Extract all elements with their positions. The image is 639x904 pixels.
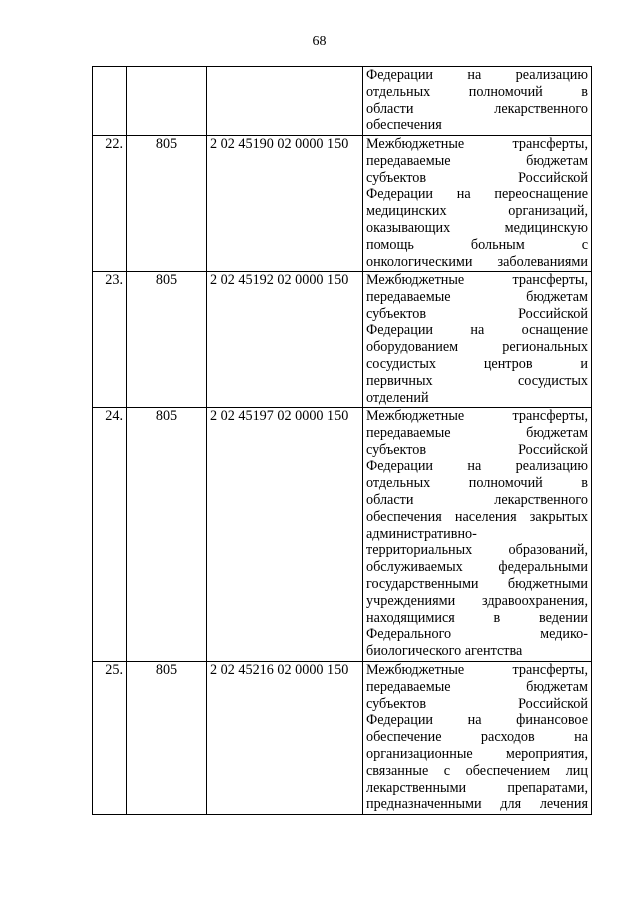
administrator-code-cell: 805 (127, 136, 207, 272)
revenue-name-line: связанные с обеспечением лиц (366, 762, 588, 779)
revenue-name-line: субъектов Российской (366, 305, 588, 322)
budget-codes-table (92, 66, 592, 815)
revenue-name-line: онкологическими заболеваниями (366, 253, 588, 270)
revenue-name-line: Федерации на оснащение (366, 322, 588, 339)
revenue-name-line: оказывающих медицинскую (366, 219, 588, 236)
revenue-name-line: находящимися в ведении (366, 609, 588, 626)
revenue-name-line: передаваемые бюджетам (366, 152, 588, 169)
revenue-name-line: области лекарственного (366, 100, 588, 117)
revenue-name-line: обслуживаемых федеральными (366, 559, 588, 576)
revenue-name-line: медицинских организаций, (366, 203, 588, 220)
revenue-name-line: Федерального медико- (366, 626, 588, 643)
administrator-code-cell: 805 (127, 662, 207, 815)
revenue-name-line: Межбюджетные трансферты, (366, 662, 588, 678)
administrator-code-cell: 805 (127, 272, 207, 408)
administrator-code-cell: 805 (127, 408, 207, 662)
budget-classification-code-cell: 2 02 45190 02 0000 150 (207, 136, 363, 272)
revenue-name-line: Федерации на переоснащение (366, 186, 588, 203)
row-number-cell: 24. (93, 408, 127, 662)
revenue-name-line: учреждениями здравоохранения, (366, 592, 588, 609)
revenue-name-line: Межбюджетные трансферты, (366, 272, 588, 288)
revenue-name-line: области лекарственного (366, 491, 588, 508)
revenue-name-line: обеспечения населения закрытых (366, 508, 588, 525)
revenue-name-line: Межбюджетные трансферты, (366, 136, 588, 152)
revenue-name-line: помощь больным с (366, 236, 588, 253)
revenue-name-line: передаваемые бюджетам (366, 288, 588, 305)
revenue-name-line: Межбюджетные трансферты, (366, 408, 588, 424)
revenue-name-line: субъектов Российской (366, 169, 588, 186)
revenue-name-cell (363, 136, 592, 272)
revenue-name-line: Федерации на финансовое (366, 712, 588, 729)
table-row (93, 272, 592, 408)
budget-classification-code-cell (207, 67, 363, 136)
revenue-name-line: первичных сосудистых (366, 372, 588, 389)
table-row (93, 67, 592, 136)
revenue-name-line: административно- (366, 525, 477, 542)
revenue-name-cell (363, 67, 592, 136)
revenue-name-cell (363, 408, 592, 662)
administrator-code-cell (127, 67, 207, 136)
revenue-name-line: организационные мероприятия, (366, 745, 588, 762)
row-number-cell: 25. (93, 662, 127, 815)
revenue-name-line: передаваемые бюджетам (366, 424, 588, 441)
budget-classification-code-cell: 2 02 45192 02 0000 150 (207, 272, 363, 408)
revenue-name-line: обеспечение расходов на (366, 729, 588, 746)
revenue-name-line: биологического агентства (366, 643, 523, 660)
page-number: 68 (312, 34, 327, 49)
table-row (93, 136, 592, 272)
revenue-name-line: передаваемые бюджетам (366, 678, 588, 695)
budget-classification-code-cell: 2 02 45216 02 0000 150 (207, 662, 363, 815)
revenue-name-line: Федерации на реализацию (366, 458, 588, 475)
revenue-name-line: отдельных полномочий в (366, 475, 588, 492)
revenue-name-line: отделений (366, 389, 429, 406)
revenue-name-line: предназначенными для лечения (366, 796, 588, 813)
revenue-name-cell (363, 662, 592, 815)
table-row (93, 408, 592, 662)
row-number-cell: 22. (93, 136, 127, 272)
revenue-name-line: государственными бюджетными (366, 575, 588, 592)
revenue-name-line: субъектов Российской (366, 695, 588, 712)
table-body (93, 67, 592, 815)
budget-classification-code-cell: 2 02 45197 02 0000 150 (207, 408, 363, 662)
row-number-cell: 23. (93, 272, 127, 408)
row-number-cell (93, 67, 127, 136)
revenue-name-line: лекарственными препаратами, (366, 779, 588, 796)
table-row (93, 662, 592, 815)
revenue-name-line: сосудистых центров и (366, 355, 588, 372)
revenue-name-line: Федерации на реализацию (366, 67, 588, 83)
revenue-name-line: обеспечения (366, 117, 442, 134)
revenue-name-line: оборудованием региональных (366, 339, 588, 356)
revenue-name-line: отдельных полномочий в (366, 83, 588, 100)
revenue-name-line: территориальных образований, (366, 542, 588, 559)
revenue-name-line: субъектов Российской (366, 441, 588, 458)
revenue-name-cell (363, 272, 592, 408)
